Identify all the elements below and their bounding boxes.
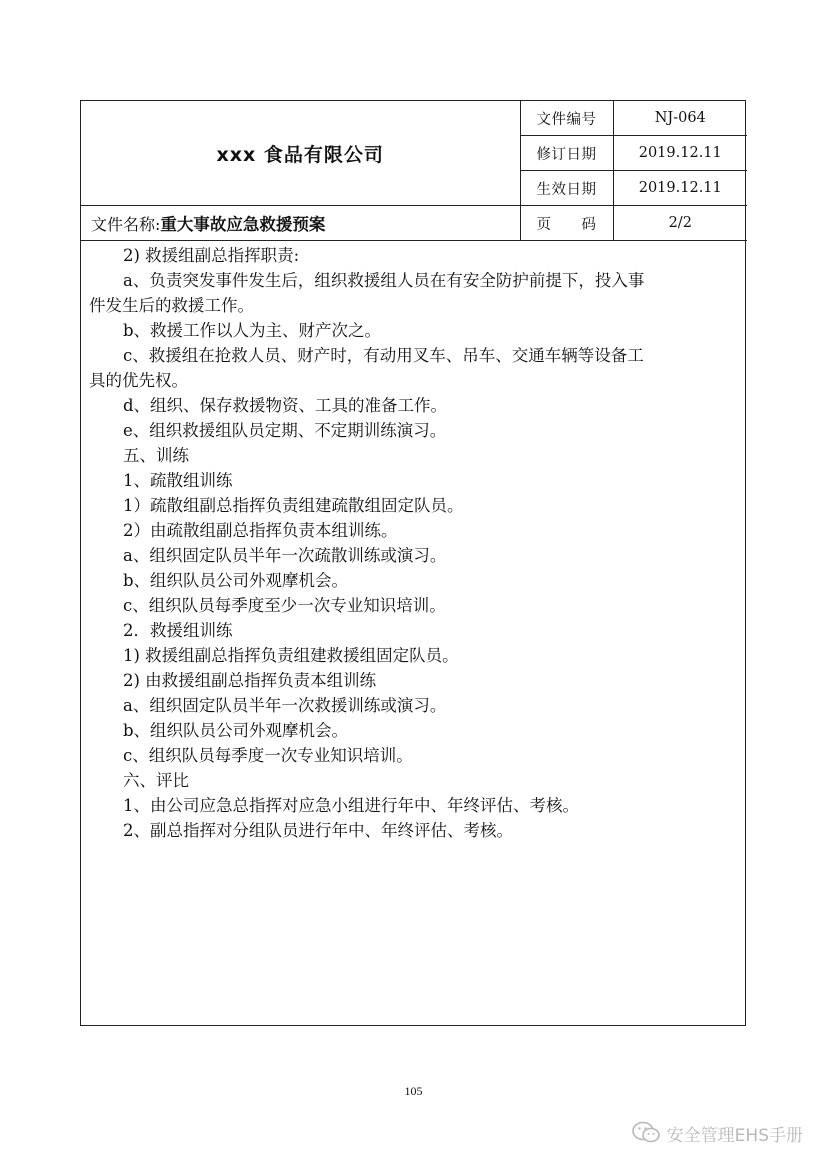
body-line: b、救援工作以人为主、财产次之。	[123, 321, 382, 340]
document-frame	[80, 100, 746, 1026]
file-name-label: 文件名称:	[91, 215, 161, 234]
body-line: 件发生后的救援工作。	[89, 296, 254, 315]
body-line: 1、疏散组训练	[123, 471, 233, 490]
document-header-table	[81, 101, 747, 241]
doc-number-label: 文件编号	[520, 101, 613, 136]
body-line: 2）由疏散组副总指挥负责本组训练。	[123, 521, 398, 540]
body-line: a、负责突发事件发生后，组织救援组人员在有安全防护前提下，投入事	[123, 271, 645, 290]
company-name: xxx 食品有限公司	[81, 101, 520, 206]
document-body	[81, 241, 745, 843]
page-number: 105	[404, 1084, 423, 1098]
revise-date-value: 2019.12.11	[613, 136, 747, 171]
file-name-row	[81, 206, 520, 241]
body-line: 1) 救援组副总指挥负责组建救援组固定队员。	[123, 646, 459, 665]
page-label: 页 码	[520, 206, 613, 241]
body-line: 2、副总指挥对分组队员进行年中、年终评估、考核。	[123, 821, 513, 840]
watermark-text: 安全管理EHS手册	[666, 1125, 803, 1146]
body-line: c、组织队员每季度一次专业知识培训。	[123, 746, 413, 765]
body-line: 2．救援组训练	[123, 621, 233, 640]
doc-number-value: NJ-064	[613, 101, 747, 136]
body-line: d、组织、保存救援物资、工具的准备工作。	[123, 396, 448, 415]
effective-date-label: 生效日期	[520, 171, 613, 206]
body-line: a、组织固定队员半年一次疏散训练或演习。	[123, 546, 447, 565]
body-line: 1、由公司应急总指挥对应急小组进行年中、年终评估、考核。	[123, 796, 579, 815]
body-line: 1）疏散组副总指挥负责组建疏散组固定队员。	[123, 496, 464, 515]
body-line: b、组织队员公司外观摩机会。	[123, 721, 349, 740]
body-line: 2) 救援组副总指挥职责:	[123, 246, 300, 265]
body-line: e、组织救援组队员定期、不定期训练演习。	[123, 421, 447, 440]
body-line: 五、训练	[123, 446, 189, 465]
body-line: b、组织队员公司外观摩机会。	[123, 571, 349, 590]
effective-date-value: 2019.12.11	[613, 171, 747, 206]
body-line: 2) 由救援组副总指挥负责本组训练	[123, 671, 377, 690]
body-line: a、组织固定队员半年一次救援训练或演习。	[123, 696, 447, 715]
page-value: 2/2	[613, 206, 747, 241]
body-line: 六、评比	[123, 771, 189, 790]
body-line: c、救援组在抢救人员、财产时，有动用叉车、吊车、交通车辆等设备工	[123, 346, 644, 365]
wechat-icon	[631, 1120, 661, 1146]
revise-date-label: 修订日期	[520, 136, 613, 171]
watermark	[631, 1120, 803, 1146]
file-name-value: 重大事故应急救援预案	[160, 215, 326, 234]
body-line: c、组织队员每季度至少一次专业知识培训。	[123, 596, 446, 615]
body-line: 具的优先权。	[89, 371, 188, 390]
